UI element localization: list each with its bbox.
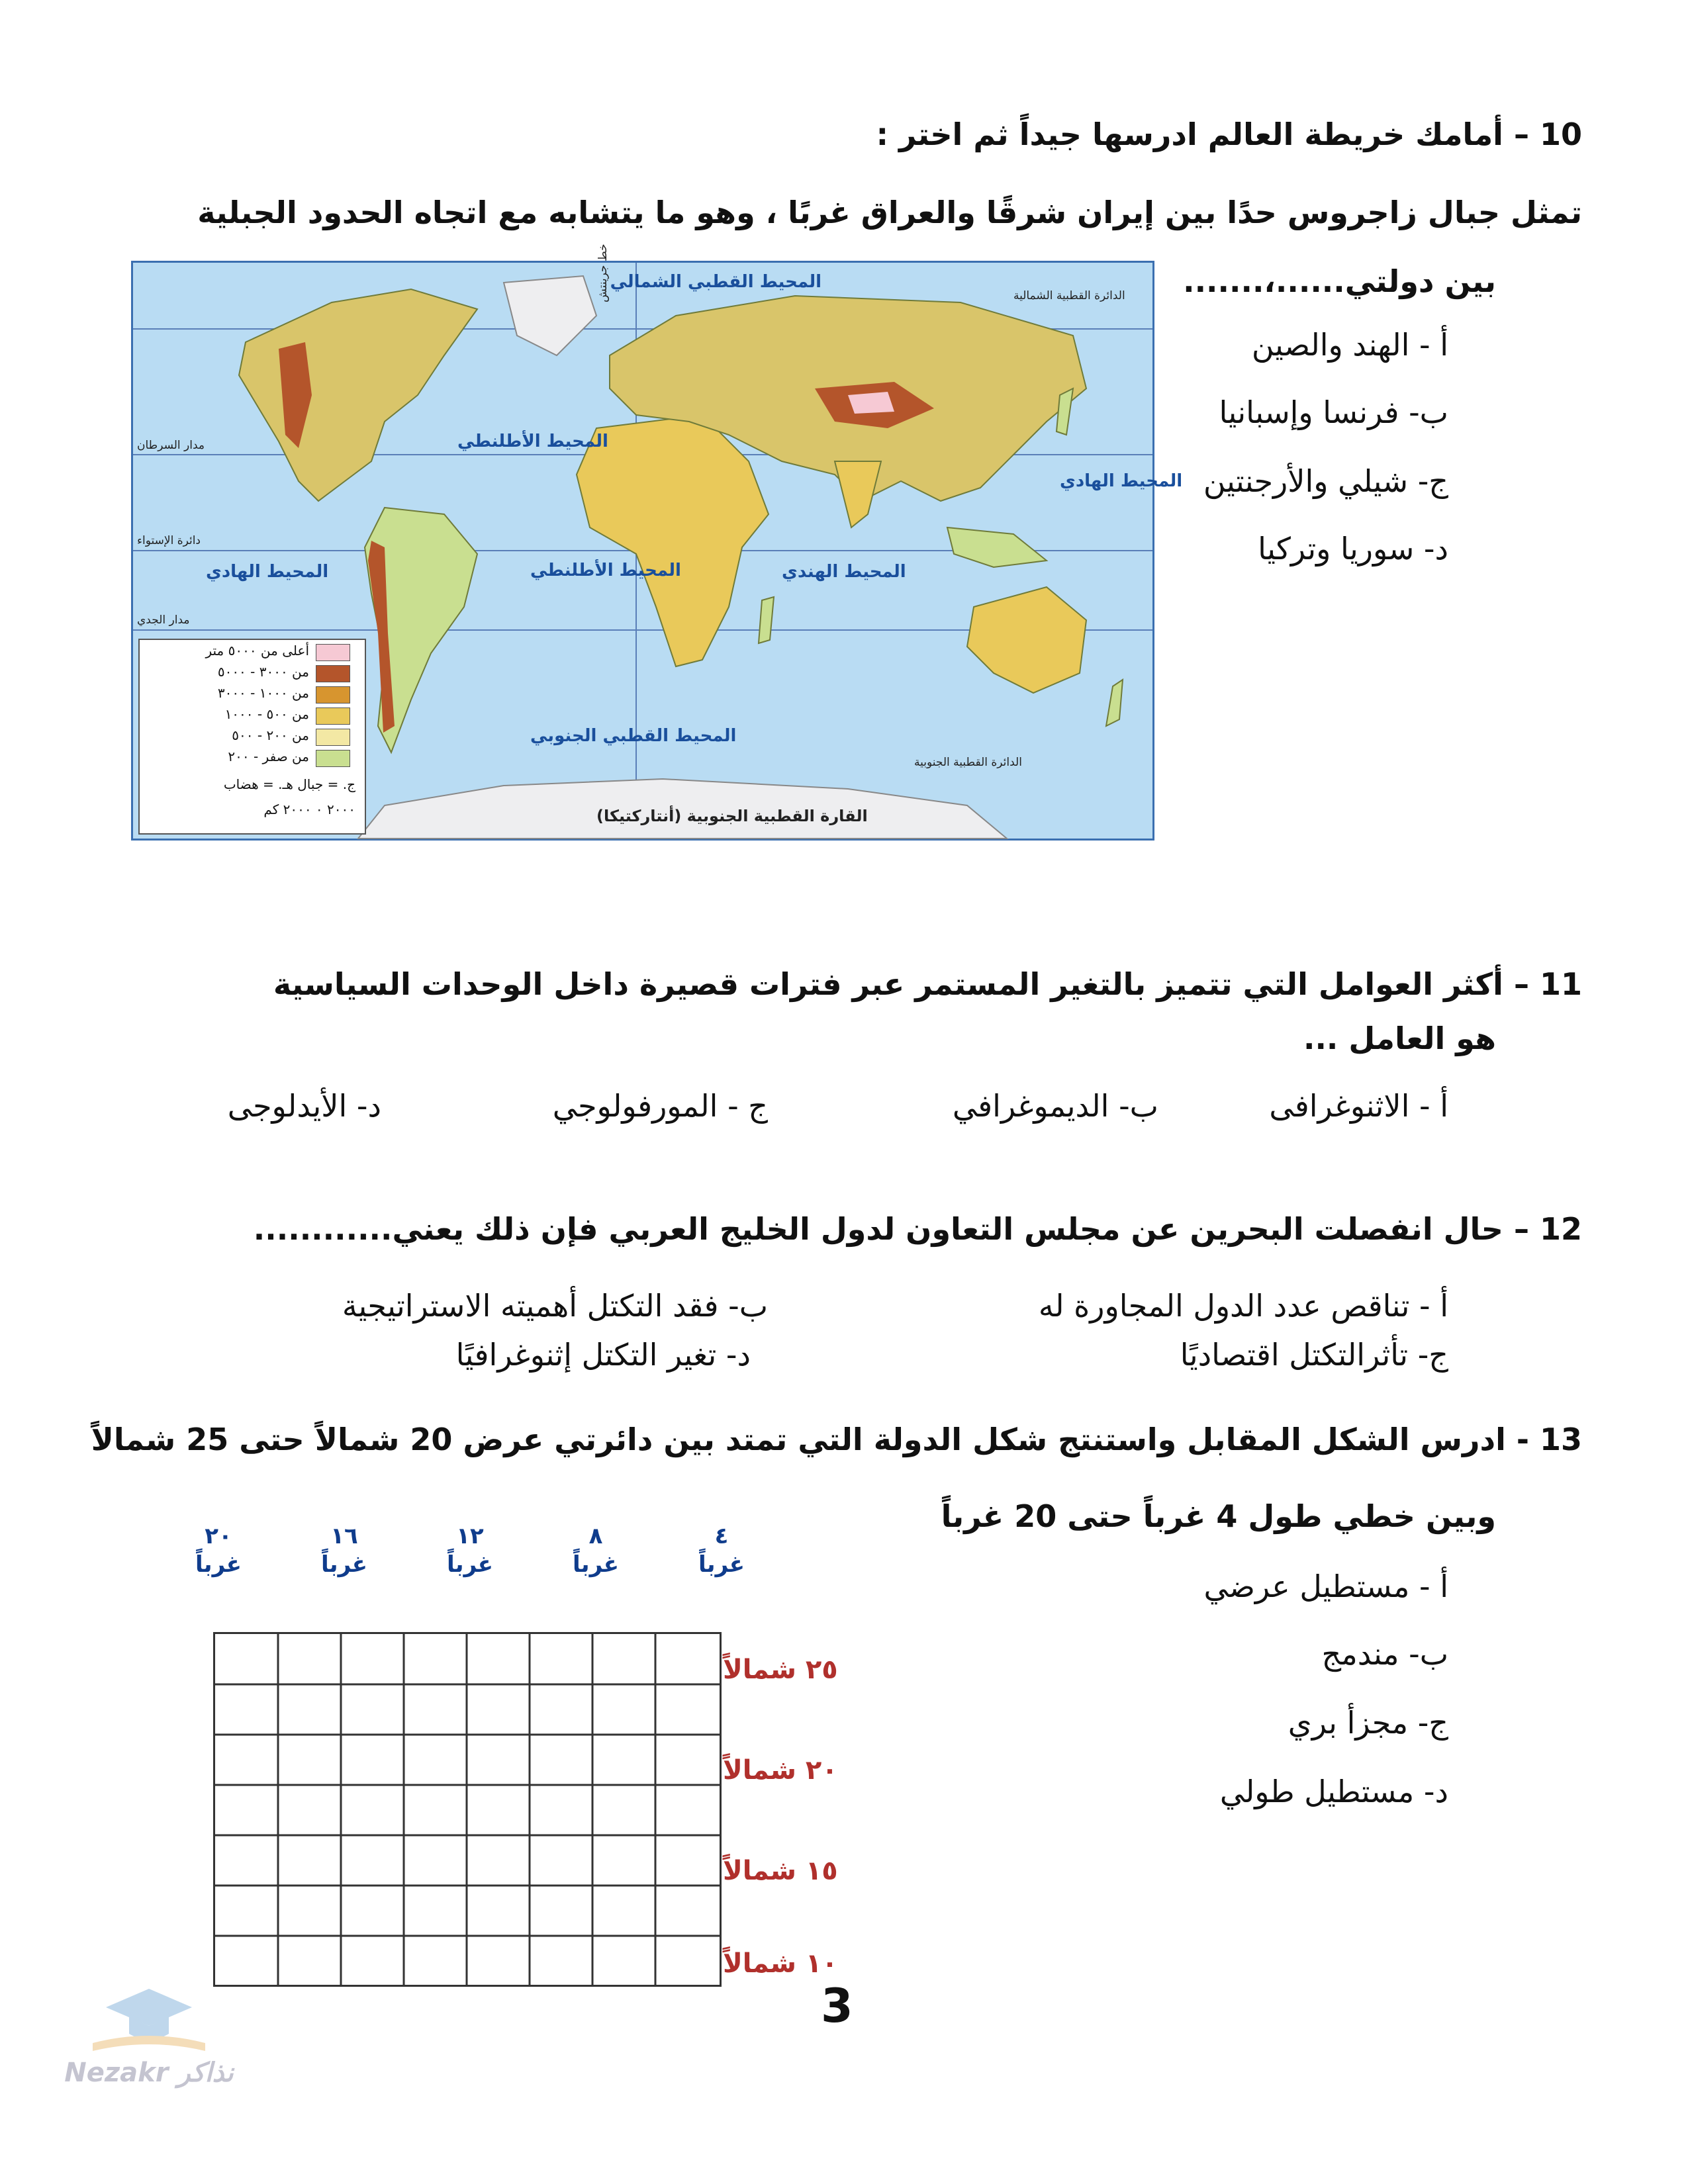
q13-heading: 13 - ادرس الشكل المقابل واستنتج شكل الدولة التي تمتد بين دائرتي عرض 20 شمالاً حتى 25 شمالاً <box>91 1422 1582 1457</box>
legend-label: أعلى من ٥٠٠٠ متر <box>205 643 309 659</box>
map-label-atlantic-south: المحيط الأطلنطي <box>530 561 681 580</box>
graduation-cap-icon <box>53 1982 245 2055</box>
legend-scale: ٢٠٠٠ ٠ ٢٠٠٠ كم <box>263 801 355 817</box>
q12-option-a[interactable]: أ - تناقص عدد الدول المجاورة له <box>1038 1288 1448 1324</box>
greenland-shape <box>504 276 596 355</box>
q10-number: 10 <box>1539 116 1582 152</box>
map-label-arctic-ocean: المحيط القطبي الشمالي <box>610 272 821 292</box>
map-label-greenwich: خط جرينتش <box>596 244 610 302</box>
legend-key: ج. = جبال هـ. = هضاب <box>223 776 355 792</box>
legend-row <box>144 727 355 746</box>
map-label-tropic-capricorn: مدار الجدي <box>137 614 190 627</box>
legend-row <box>144 749 355 767</box>
lon-label: ١٦ غرباً <box>321 1523 367 1578</box>
map-label-tropic-cancer: مدار السرطان <box>137 439 205 452</box>
map-legend <box>138 639 366 835</box>
legend-swatch <box>316 686 350 704</box>
q11-heading: 11 – أكثر العوامل التي تتميز بالتغير المستمر عبر فترات قصيرة داخل الوحدات السياسية <box>273 966 1582 1002</box>
q13-option-d[interactable]: د- مستطيل طولي <box>1219 1774 1448 1809</box>
q10-option-d[interactable]: د- سوريا وتركيا <box>1258 531 1448 567</box>
q13-stem-line1: ادرس الشكل المقابل واستنتج شكل الدولة التي تمتد بين دائرتي عرض 20 شمالاً حتى 25 شمالاً <box>91 1422 1506 1457</box>
world-physical-map <box>131 244 1183 841</box>
lon-label: ٢٠ غرباً <box>195 1523 242 1578</box>
q10-option-b[interactable]: ب- فرنسا وإسبانيا <box>1219 394 1448 430</box>
q11-stem-line2: هو العامل ... <box>1303 1021 1496 1056</box>
q10-stem-line1: تمثل جبال زاجروس حدًا بين إيران شرقًا والعراق غربًا ، وهو ما يتشابه مع اتجاه الحدود الجبلية <box>197 195 1582 230</box>
legend-label: من ٥٠٠ - ١٠٠٠ <box>224 706 309 722</box>
q11-number: 11 <box>1539 966 1582 1002</box>
q13-option-b[interactable]: ب- مندمج <box>1321 1636 1448 1672</box>
lon-label: ١٢ غرباً <box>447 1523 493 1578</box>
watermark-logo <box>53 1982 245 2095</box>
grid-lines <box>215 1634 720 1985</box>
q11-option-a[interactable]: أ - الاثنوغرافى <box>1269 1088 1448 1124</box>
q12-option-c[interactable]: ج- تأثرالتكتل اقتصاديًا <box>1180 1337 1448 1373</box>
q12-option-d[interactable]: د- تغير التكتل إثنوغرافيًا <box>455 1337 751 1373</box>
map-label-antarctic-circle: الدائرة القطبية الجنوبية <box>914 756 1022 769</box>
map-label-pacific-west: المحيط الهادي <box>206 562 329 582</box>
q10-stem-line2: بين دولتي......،....... <box>1183 263 1496 299</box>
lon-label: ٨ غرباً <box>573 1523 619 1578</box>
q10-title: أمامك خريطة العالم ادرسها جيداً ثم اختر : <box>876 116 1503 152</box>
watermark-text: Nezakr نذاكر <box>64 2058 234 2088</box>
q12-number: 12 <box>1539 1211 1582 1247</box>
legend-label: من ١٠٠٠ - ٣٠٠٠ <box>217 685 309 701</box>
legend-swatch <box>316 665 350 682</box>
q10-option-c[interactable]: ج- شيلي والأرجنتين <box>1203 463 1448 499</box>
q11-option-b[interactable]: ب- الديموغرافي <box>952 1088 1158 1124</box>
lat-label: ٢٥ شمالاً <box>723 1655 838 1685</box>
q11-option-c[interactable]: ج - المورفولوجي <box>552 1088 768 1124</box>
legend-row <box>144 643 355 661</box>
map-label-atlantic-north: المحيط الأطلنطي <box>457 432 608 451</box>
q10-heading: 10 – أمامك خريطة العالم ادرسها جيداً ثم اختر : <box>876 116 1582 152</box>
tibet-shape <box>848 392 894 414</box>
australia-shape <box>967 587 1086 693</box>
legend-row <box>144 664 355 682</box>
q13-option-c[interactable]: ج- مجزأ بري <box>1288 1705 1448 1741</box>
q11-stem-line1: أكثر العوامل التي تتميز بالتغير المستمر عبر فترات قصيرة داخل الوحدات السياسية <box>273 966 1503 1002</box>
legend-label: من ٢٠٠ - ٥٠٠ <box>232 727 309 743</box>
q13-stem-line2: وبين خطي طول 4 غرباً حتى 20 غرباً <box>941 1498 1496 1534</box>
q10-option-a[interactable]: أ - الهند والصين <box>1251 327 1448 363</box>
q12-heading: 12 – حال انفصلت البحرين عن مجلس التعاون لدول الخليج العربي فإن ذلك يعني............ <box>253 1211 1582 1247</box>
southeast-asia-shape <box>947 527 1047 567</box>
lat-lon-grid <box>213 1632 722 1987</box>
madagascar-shape <box>759 597 774 643</box>
q12-stem: حال انفصلت البحرين عن مجلس التعاون لدول الخليج العربي فإن ذلك يعني............ <box>253 1211 1503 1247</box>
q11-option-d[interactable]: د- الأيدلوجى <box>227 1088 381 1124</box>
q13-number: 13 <box>1539 1422 1582 1457</box>
lon-label: ٤ غرباً <box>698 1523 745 1578</box>
map-label-southern-ocean: المحيط القطبي الجنوبي <box>530 726 737 746</box>
legend-swatch <box>316 707 350 725</box>
lat-label: ١٠ شمالاً <box>723 1948 838 1979</box>
lat-label: ١٥ شمالاً <box>723 1856 838 1886</box>
north-america-shape <box>239 289 477 501</box>
legend-row <box>144 685 355 704</box>
page-number: 3 <box>821 1979 853 2033</box>
map-label-arctic-circle: الدائرة القطبية الشمالية <box>1013 289 1125 302</box>
q13-option-a[interactable]: أ - مستطيل عرضي <box>1203 1569 1448 1604</box>
map-label-antarctica: القارة القطبية الجنوبية (أنتاركتيكا) <box>596 807 868 825</box>
map-label-equator: دائرة الإستواء <box>137 534 201 547</box>
legend-label: من ٣٠٠٠ - ٥٠٠٠ <box>217 664 309 680</box>
map-label-pacific-east: المحيط الهادي <box>1060 471 1183 491</box>
map-label-indian-ocean: المحيط الهندي <box>782 562 906 582</box>
new-zealand-shape <box>1106 680 1123 726</box>
legend-label: من صفر - ٢٠٠ <box>228 749 309 764</box>
lat-label: ٢٠ شمالاً <box>723 1755 838 1786</box>
q12-option-b[interactable]: ب- فقد التكتل أهميته الاستراتيجية <box>342 1288 768 1324</box>
legend-row <box>144 706 355 725</box>
africa-shape <box>577 415 769 666</box>
legend-swatch <box>316 729 350 746</box>
legend-swatch <box>316 750 350 767</box>
legend-swatch <box>316 644 350 661</box>
